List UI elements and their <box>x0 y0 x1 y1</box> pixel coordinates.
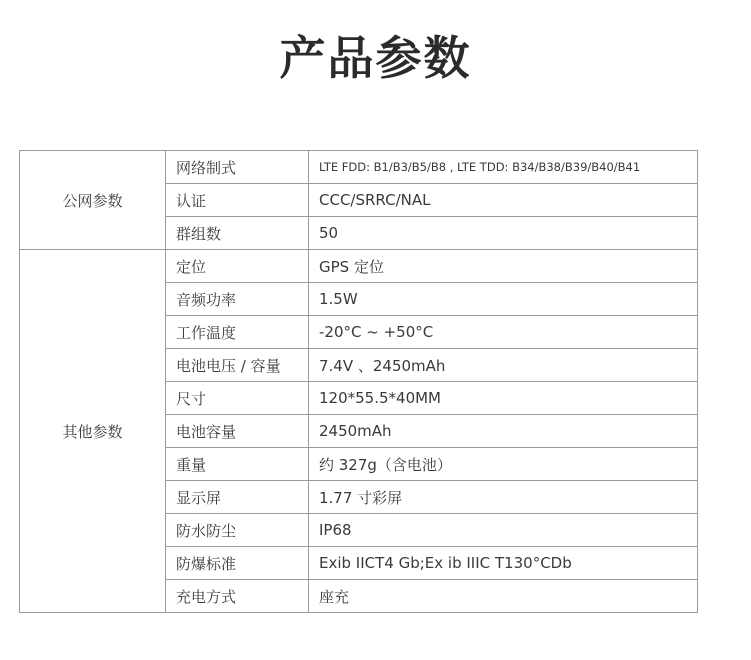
param-value: 2450mAh <box>309 415 698 448</box>
param-name: 尺寸 <box>166 382 309 415</box>
param-name: 音频功率 <box>166 283 309 316</box>
param-name: 显示屏 <box>166 481 309 514</box>
param-value: 50 <box>309 217 698 250</box>
group-label-other: 其他参数 <box>20 250 166 613</box>
page-title: 产品参数 <box>279 31 472 85</box>
param-value: 7.4V 、2450mAh <box>309 349 698 382</box>
param-name: 电池电压 / 容量 <box>166 349 309 382</box>
param-name: 防水防尘 <box>166 514 309 547</box>
spec-table <box>19 150 698 613</box>
param-name: 电池容量 <box>166 415 309 448</box>
param-value: 120*55.5*40MM <box>309 382 698 415</box>
param-value: 约 327g（含电池） <box>309 448 698 481</box>
param-name: 网络制式 <box>166 151 309 184</box>
param-value: -20°C ~ +50°C <box>309 316 698 349</box>
param-value: CCC/SRRC/NAL <box>309 184 698 217</box>
param-value: GPS 定位 <box>309 250 698 283</box>
param-value: 1.77 寸彩屏 <box>309 481 698 514</box>
param-name: 定位 <box>166 250 309 283</box>
table-row <box>20 250 698 283</box>
param-value: 1.5W <box>309 283 698 316</box>
param-value: 座充 <box>309 580 698 613</box>
param-name: 重量 <box>166 448 309 481</box>
table-row <box>20 151 698 184</box>
param-name: 充电方式 <box>166 580 309 613</box>
group-label-network: 公网参数 <box>20 151 166 250</box>
param-name: 防爆标准 <box>166 547 309 580</box>
param-name: 群组数 <box>166 217 309 250</box>
param-name: 工作温度 <box>166 316 309 349</box>
param-value: IP68 <box>309 514 698 547</box>
param-value: Exib IICT4 Gb;Ex ib IIIC T130°CDb <box>309 547 698 580</box>
param-value: LTE FDD: B1/B3/B5/B8 , LTE TDD: B34/B38/B39/B40/B41 <box>309 151 698 184</box>
param-name: 认证 <box>166 184 309 217</box>
